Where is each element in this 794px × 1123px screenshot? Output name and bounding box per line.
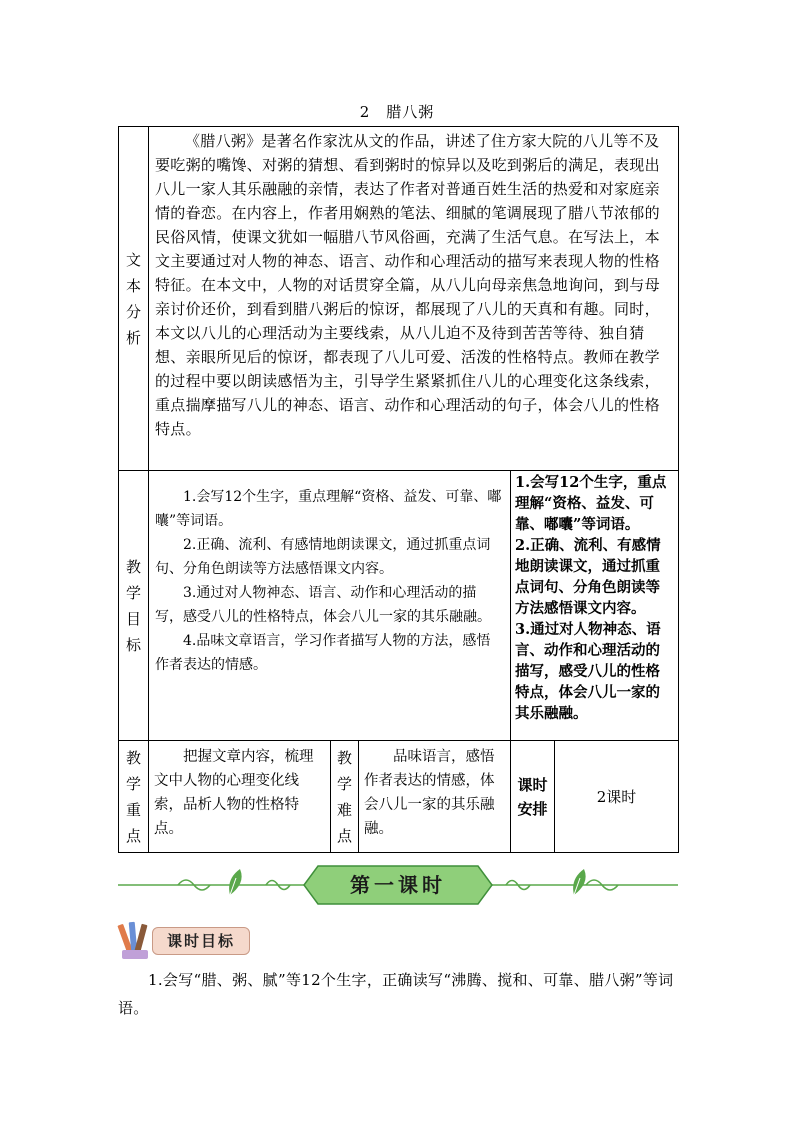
text-analysis-label-text: 文本分析: [125, 250, 141, 347]
key-points-label-text: 教学重点: [125, 748, 141, 845]
difficult-points-label-text: 教学难点: [336, 748, 352, 845]
lesson-banner: [118, 862, 678, 908]
teaching-goals-list: [149, 471, 511, 741]
goal-item: 2.正确、流利、有感情地朗读课文，通过抓重点词句、分角色朗读等方法感悟课文内容。: [155, 537, 491, 577]
goal-bold-item: 2.正确、流利、有感情地朗读课文，通过抓重点词句、分角色朗读等方法感悟课文内容。: [515, 537, 661, 617]
lesson-title: 2 腊八粥: [359, 103, 435, 121]
text-analysis-label: [119, 127, 149, 471]
schedule-label: [511, 741, 555, 853]
goal-item: 4.品味文章语言，学习作者描写人物的方法，感悟作者表达的情感。: [155, 633, 491, 673]
objective-paragraph: 1.会写“腊、粥、腻”等12个生字，正确读写“沸腾、搅和、可靠、腊八粥”等词语。: [118, 971, 674, 1017]
schedule-value: 2课时: [555, 741, 679, 853]
lesson-plan-table: [118, 126, 679, 853]
key-points-content: 把握文章内容，梳理文中人物的心理变化线索，品析人物的性格特点。: [149, 741, 331, 853]
teaching-goals-label-text: 教学目标: [125, 557, 141, 654]
teaching-goals-bold-list: [511, 471, 679, 741]
text-analysis-content: 《腊八粥》是著名作家沈从文的作品，讲述了住方家大院的八儿等不及要吃粥的嘴馋、对粥的猜想、看到粥时的惊异以及吃到粥后的满足，表现出八儿一家人其乐融融的亲情，表达了作者对普通百姓生活的热爱和对家庭亲情的眷恋。在内容上，作者用娴熟的笔法、细腻的笔调展现了腊八节浓郁的民俗风情，使课文犹如一幅腊八节风俗画，充满了生活气息。在写法上，本文主要通过对人物的神态、语言、动作和心理活动的描写来表现人物的性格特征。在本文中，人物的对话贯穿全篇，从八儿向母亲焦急地询问，到与母亲讨价还价，到看到腊八粥后的惊讶，都展现了八儿的天真和有趣。同时，本文以八儿的心理活动为主要线索，从八儿迫不及待到苦苦等待、独自猜想、亲眼所见后的惊讶，都表现了八儿可爱、活泼的性格特点。教师在教学的过程中要以朗读感悟为主，引导学生紧紧抓住八儿的心理变化这条线索，重点揣摩描写八儿的神态、语言、动作和心理活动的句子，体会八儿的性格特点。: [149, 127, 679, 471]
pencils-icon: [117, 922, 148, 959]
schedule-label-text: 课时安排: [517, 775, 548, 818]
goal-item: 1.会写12个生字，重点理解“资格、益发、可靠、嘟囔”等词语。: [155, 489, 502, 529]
teaching-goals-label: [119, 471, 149, 741]
key-points-label: [119, 741, 149, 853]
goal-bold-item: 3.通过对人物神态、语言、动作和心理活动的描写，感受八儿的性格特点，体会八儿一家的其乐融融。: [515, 621, 661, 722]
left-ornament: [118, 880, 310, 890]
goal-item: 3.通过对人物神态、语言、动作和心理活动的描写，感受八儿的性格特点，体会八儿一家的其乐融融。: [155, 585, 491, 625]
difficult-points-label: [331, 741, 359, 853]
goal-bold-item: 1.会写12个生字，重点理解“资格、益发、可靠、嘟囔”等词语。: [515, 474, 667, 533]
section-badge-label: 课时目标: [152, 927, 250, 955]
difficult-points-content: 品味语言，感悟作者表达的情感，体会八儿一家的其乐融融。: [359, 741, 511, 853]
banner-title: 第一课时: [350, 873, 446, 897]
